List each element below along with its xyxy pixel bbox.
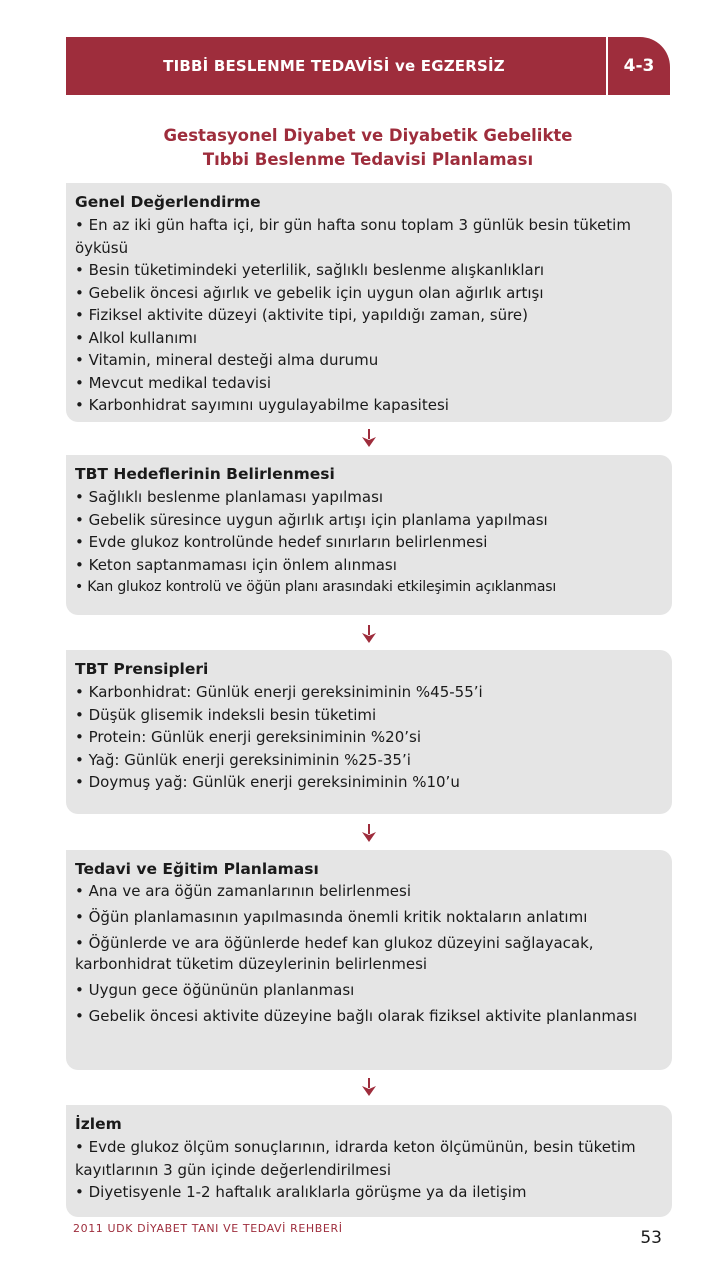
footer-text: 2011 UDK DİYABET TANI VE TEDAVİ REHBERİ bbox=[73, 1222, 343, 1235]
monitoring-box bbox=[66, 1105, 672, 1217]
down-arrow-icon bbox=[362, 824, 376, 842]
box-title: TBT Hedeflerinin Belirlenmesi bbox=[75, 465, 335, 483]
tbt-goals-box bbox=[66, 455, 672, 615]
list-item: • Fiziksel aktivite düzeyi (aktivite tipi, yapıldığı zaman, süre) bbox=[75, 306, 529, 324]
list-item: • Ana ve ara öğün zamanlarının belirlenmesi bbox=[75, 882, 412, 900]
bullet-list bbox=[75, 681, 666, 794]
section-header bbox=[66, 37, 670, 95]
list-item: • Besin tüketimindeki yeterlilik, sağlıklı beslenme alışkanlıkları bbox=[75, 261, 545, 279]
treatment-education-box bbox=[66, 850, 672, 1070]
list-item: • Keton saptanmaması için önlem alınması bbox=[75, 555, 397, 574]
list-item: • Yağ: Günlük enerji gereksiniminin %25-35’i bbox=[75, 750, 411, 769]
list-item: • En az iki gün hafta içi, bir gün hafta sonu toplam 3 günlük besin tüketim öyküsü bbox=[75, 216, 631, 257]
box-title: Tedavi ve Eğitim Planlaması bbox=[75, 860, 319, 878]
page-title-line-1: Gestasyonel Diyabet ve Diyabetik Gebelikte bbox=[163, 126, 573, 145]
down-arrow-icon bbox=[362, 1078, 376, 1096]
list-item: • Karbonhidrat: Günlük enerji gereksiniminin %45-55’i bbox=[75, 683, 483, 701]
section-title: TIBBİ BESLENME TEDAVİSİ ve EGZERSİZ bbox=[163, 57, 505, 75]
down-arrow-icon bbox=[362, 625, 376, 643]
bullet-list bbox=[75, 214, 666, 417]
list-item: • Öğünlerde ve ara öğünlerde hedef kan glukoz düzeyini sağlayacak, karbonhidrat tüketim düzeylerinin belirlenmesi bbox=[75, 934, 594, 973]
box-title: TBT Prensipleri bbox=[75, 660, 209, 678]
page-title-line-2: Tıbbi Beslenme Tedavisi Planlaması bbox=[202, 150, 534, 169]
list-item: • Düşük glisemik indeksli besin tüketimi bbox=[75, 705, 377, 724]
general-assessment-box bbox=[66, 183, 672, 422]
list-item: • Uygun gece öğününün planlanması bbox=[75, 981, 355, 999]
list-item: • Karbonhidrat sayımını uygulayabilme kapasitesi bbox=[75, 396, 449, 414]
list-item: • Evde glukoz kontrolünde hedef sınırların belirlenmesi bbox=[75, 533, 488, 551]
bullet-list bbox=[75, 881, 666, 1027]
bullet-list bbox=[75, 486, 666, 599]
section-number: 4-3 bbox=[623, 56, 655, 76]
page-title bbox=[66, 124, 670, 172]
list-item: • Protein: Günlük enerji gereksiniminin %20’si bbox=[75, 728, 421, 746]
list-item: • Mevcut medikal tedavisi bbox=[75, 373, 271, 392]
list-item: • Gebelik süresince uygun ağırlık artışı için planlama yapılması bbox=[75, 510, 548, 529]
list-item: • Öğün planlamasının yapılmasında önemli kritik noktaların anlatımı bbox=[75, 908, 588, 926]
list-item: • Gebelik öncesi aktivite düzeyine bağlı olarak fiziksel aktivite planlanması bbox=[75, 1007, 638, 1025]
tbt-principles-box bbox=[66, 650, 672, 814]
list-item: • Diyetisyenle 1-2 haftalık aralıklarla görüşme ya da iletişim bbox=[75, 1183, 527, 1201]
list-item: • Doymuş yağ: Günlük enerji gereksiniminin %10’u bbox=[75, 773, 460, 791]
page-number: 53 bbox=[640, 1228, 662, 1248]
box-title: İzlem bbox=[75, 1115, 122, 1133]
down-arrow-icon bbox=[362, 429, 376, 447]
list-item: • Alkol kullanımı bbox=[75, 328, 198, 347]
bullet-list bbox=[75, 1136, 666, 1204]
list-item: • Sağlıklı beslenme planlaması yapılması bbox=[75, 488, 384, 506]
list-item: • Gebelik öncesi ağırlık ve gebelik için uygun olan ağırlık artışı bbox=[75, 283, 544, 302]
box-title: Genel Değerlendirme bbox=[75, 193, 261, 211]
list-item: • Vitamin, mineral desteği alma durumu bbox=[75, 351, 379, 369]
list-item: • Kan glukoz kontrolü ve öğün planı arasındaki etkileşimin açıklanması bbox=[75, 579, 557, 595]
list-item: • Evde glukoz ölçüm sonuçlarının, idrarda keton ölçümünün, besin tüketim kayıtlarının 3 gün içinde değerlendirilmesi bbox=[75, 1138, 636, 1179]
